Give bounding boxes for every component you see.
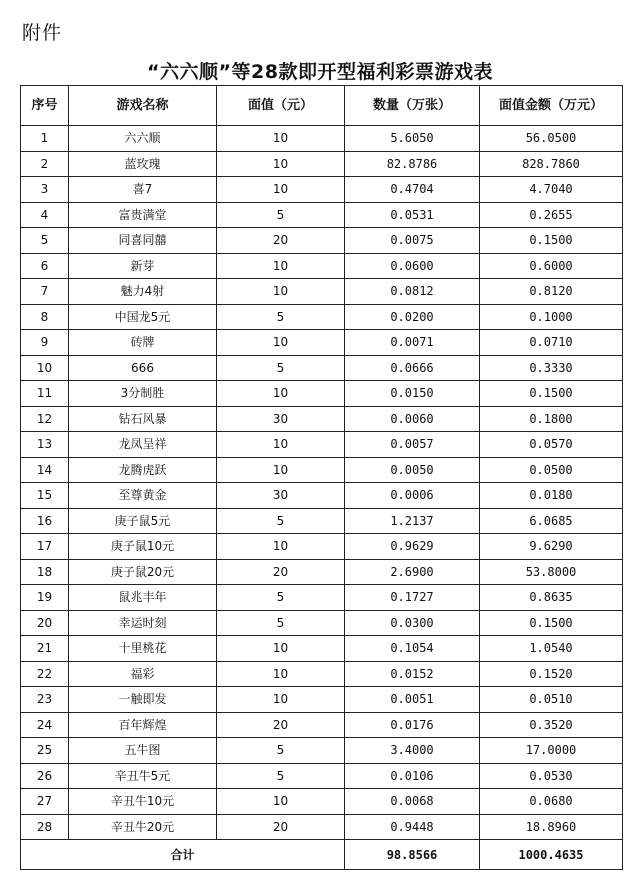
- table-row: [21, 483, 623, 509]
- cell-game-name: 庚子鼠10元: [69, 534, 217, 560]
- table-row: [21, 789, 623, 815]
- cell-quantity: 0.0057: [345, 432, 480, 458]
- cell-amount: 0.0500: [480, 457, 623, 483]
- cell-quantity: 0.0071: [345, 330, 480, 356]
- cell-face-value: 5: [217, 738, 345, 764]
- cell-quantity: 0.0600: [345, 253, 480, 279]
- cell-quantity: 1.2137: [345, 508, 480, 534]
- cell-face-value: 5: [217, 304, 345, 330]
- table-row: [21, 228, 623, 254]
- cell-index: 12: [21, 406, 69, 432]
- cell-index: 28: [21, 814, 69, 840]
- table-row: [21, 304, 623, 330]
- table-row: [21, 661, 623, 687]
- cell-face-value: 5: [217, 610, 345, 636]
- cell-game-name: 庚子鼠5元: [69, 508, 217, 534]
- cell-face-value: 10: [217, 534, 345, 560]
- cell-quantity: 0.0150: [345, 381, 480, 407]
- cell-amount: 0.0530: [480, 763, 623, 789]
- cell-face-value: 10: [217, 432, 345, 458]
- cell-amount: 0.2655: [480, 202, 623, 228]
- table-row: [21, 712, 623, 738]
- cell-index: 1: [21, 126, 69, 152]
- cell-face-value: 20: [217, 712, 345, 738]
- cell-face-value: 10: [217, 330, 345, 356]
- cell-face-value: 5: [217, 763, 345, 789]
- table-row: [21, 406, 623, 432]
- cell-game-name: 中国龙5元: [69, 304, 217, 330]
- table-row: [21, 355, 623, 381]
- table-row: [21, 763, 623, 789]
- cell-amount: 0.3520: [480, 712, 623, 738]
- cell-face-value: 5: [217, 508, 345, 534]
- cell-game-name: 庚子鼠20元: [69, 559, 217, 585]
- cell-amount: 828.7860: [480, 151, 623, 177]
- cell-face-value: 5: [217, 355, 345, 381]
- table-row: [21, 177, 623, 203]
- cell-game-name: 666: [69, 355, 217, 381]
- cell-face-value: 10: [217, 177, 345, 203]
- header-index: 序号: [21, 86, 69, 126]
- total-quantity: 98.8566: [345, 840, 480, 870]
- cell-game-name: 钻石风暴: [69, 406, 217, 432]
- cell-amount: 1.0540: [480, 636, 623, 662]
- cell-quantity: 0.1054: [345, 636, 480, 662]
- cell-quantity: 0.0075: [345, 228, 480, 254]
- cell-index: 9: [21, 330, 69, 356]
- cell-face-value: 20: [217, 228, 345, 254]
- cell-face-value: 10: [217, 457, 345, 483]
- cell-index: 6: [21, 253, 69, 279]
- table-row: [21, 814, 623, 840]
- cell-quantity: 0.4704: [345, 177, 480, 203]
- cell-index: 16: [21, 508, 69, 534]
- table-row: [21, 610, 623, 636]
- table-body: [21, 126, 623, 840]
- cell-amount: 0.0680: [480, 789, 623, 815]
- cell-face-value: 30: [217, 483, 345, 509]
- attachment-label: 附件: [22, 22, 63, 44]
- total-label: 合计: [21, 840, 345, 870]
- cell-quantity: 0.0060: [345, 406, 480, 432]
- cell-amount: 0.1520: [480, 661, 623, 687]
- cell-index: 20: [21, 610, 69, 636]
- cell-index: 24: [21, 712, 69, 738]
- cell-game-name: 辛丑牛20元: [69, 814, 217, 840]
- cell-game-name: 辛丑牛5元: [69, 763, 217, 789]
- cell-game-name: 同喜同囍: [69, 228, 217, 254]
- cell-quantity: 0.0666: [345, 355, 480, 381]
- cell-face-value: 5: [217, 585, 345, 611]
- cell-game-name: 龙腾虎跃: [69, 457, 217, 483]
- cell-quantity: 0.0051: [345, 687, 480, 713]
- cell-quantity: 0.1727: [345, 585, 480, 611]
- table-row: [21, 432, 623, 458]
- cell-face-value: 10: [217, 253, 345, 279]
- cell-game-name: 蓝玫瑰: [69, 151, 217, 177]
- table-header-row: [21, 86, 623, 126]
- cell-index: 27: [21, 789, 69, 815]
- lottery-games-table: [20, 85, 623, 870]
- cell-amount: 0.1000: [480, 304, 623, 330]
- cell-quantity: 0.9629: [345, 534, 480, 560]
- cell-face-value: 10: [217, 151, 345, 177]
- cell-index: 8: [21, 304, 69, 330]
- cell-amount: 17.0000: [480, 738, 623, 764]
- cell-game-name: 富贵满堂: [69, 202, 217, 228]
- cell-game-name: 十里桃花: [69, 636, 217, 662]
- cell-amount: 56.0500: [480, 126, 623, 152]
- cell-amount: 0.0570: [480, 432, 623, 458]
- table-row: [21, 508, 623, 534]
- table-row: [21, 330, 623, 356]
- cell-face-value: 30: [217, 406, 345, 432]
- cell-game-name: 龙凤呈祥: [69, 432, 217, 458]
- header-game-name: 游戏名称: [69, 86, 217, 126]
- cell-amount: 9.6290: [480, 534, 623, 560]
- table-row: [21, 253, 623, 279]
- cell-index: 13: [21, 432, 69, 458]
- cell-game-name: 一触即发: [69, 687, 217, 713]
- cell-amount: 0.3330: [480, 355, 623, 381]
- cell-index: 23: [21, 687, 69, 713]
- table-total-row: [21, 840, 623, 870]
- cell-game-name: 百年辉煌: [69, 712, 217, 738]
- cell-face-value: 20: [217, 559, 345, 585]
- cell-amount: 0.0710: [480, 330, 623, 356]
- cell-game-name: 福彩: [69, 661, 217, 687]
- header-quantity: 数量（万张）: [345, 86, 480, 126]
- table-row: [21, 126, 623, 152]
- cell-quantity: 0.0068: [345, 789, 480, 815]
- cell-amount: 0.8635: [480, 585, 623, 611]
- cell-index: 3: [21, 177, 69, 203]
- cell-game-name: 喜7: [69, 177, 217, 203]
- table-row: [21, 738, 623, 764]
- cell-amount: 0.0180: [480, 483, 623, 509]
- cell-game-name: 六六顺: [69, 126, 217, 152]
- cell-amount: 0.0510: [480, 687, 623, 713]
- cell-index: 18: [21, 559, 69, 585]
- cell-face-value: 10: [217, 687, 345, 713]
- cell-index: 14: [21, 457, 69, 483]
- cell-quantity: 0.0300: [345, 610, 480, 636]
- cell-quantity: 3.4000: [345, 738, 480, 764]
- cell-game-name: 辛丑牛10元: [69, 789, 217, 815]
- cell-game-name: 魅力4射: [69, 279, 217, 305]
- cell-index: 19: [21, 585, 69, 611]
- header-face-value: 面值（元）: [217, 86, 345, 126]
- cell-game-name: 新芽: [69, 253, 217, 279]
- cell-amount: 53.8000: [480, 559, 623, 585]
- table-row: [21, 687, 623, 713]
- table-row: [21, 636, 623, 662]
- table-row: [21, 585, 623, 611]
- document-title: “六六顺”等28款即开型福利彩票游戏表: [147, 61, 493, 83]
- cell-quantity: 0.0812: [345, 279, 480, 305]
- cell-face-value: 5: [217, 202, 345, 228]
- cell-index: 11: [21, 381, 69, 407]
- cell-index: 25: [21, 738, 69, 764]
- cell-quantity: 0.0106: [345, 763, 480, 789]
- table-row: [21, 534, 623, 560]
- table-row: [21, 202, 623, 228]
- header-amount: 面值金额（万元）: [480, 86, 623, 126]
- cell-index: 10: [21, 355, 69, 381]
- cell-face-value: 10: [217, 126, 345, 152]
- table-row: [21, 151, 623, 177]
- cell-amount: 0.1500: [480, 228, 623, 254]
- table-row: [21, 279, 623, 305]
- cell-quantity: 2.6900: [345, 559, 480, 585]
- table-row: [21, 559, 623, 585]
- cell-quantity: 0.0050: [345, 457, 480, 483]
- cell-index: 22: [21, 661, 69, 687]
- cell-face-value: 10: [217, 789, 345, 815]
- cell-face-value: 20: [217, 814, 345, 840]
- cell-index: 17: [21, 534, 69, 560]
- cell-index: 4: [21, 202, 69, 228]
- cell-game-name: 3分制胜: [69, 381, 217, 407]
- cell-quantity: 0.0200: [345, 304, 480, 330]
- cell-face-value: 10: [217, 661, 345, 687]
- cell-quantity: 0.0152: [345, 661, 480, 687]
- cell-amount: 0.1500: [480, 381, 623, 407]
- total-amount: 1000.4635: [480, 840, 623, 870]
- table-row: [21, 457, 623, 483]
- cell-index: 7: [21, 279, 69, 305]
- cell-quantity: 0.9448: [345, 814, 480, 840]
- cell-index: 21: [21, 636, 69, 662]
- cell-amount: 0.8120: [480, 279, 623, 305]
- cell-face-value: 10: [217, 636, 345, 662]
- cell-game-name: 五牛图: [69, 738, 217, 764]
- cell-amount: 0.1800: [480, 406, 623, 432]
- cell-index: 5: [21, 228, 69, 254]
- table-row: [21, 381, 623, 407]
- cell-game-name: 至尊黄金: [69, 483, 217, 509]
- cell-amount: 0.6000: [480, 253, 623, 279]
- cell-game-name: 砖牌: [69, 330, 217, 356]
- cell-quantity: 0.0531: [345, 202, 480, 228]
- cell-game-name: 幸运时刻: [69, 610, 217, 636]
- cell-amount: 18.8960: [480, 814, 623, 840]
- cell-quantity: 0.0006: [345, 483, 480, 509]
- cell-amount: 6.0685: [480, 508, 623, 534]
- cell-game-name: 鼠兆丰年: [69, 585, 217, 611]
- cell-face-value: 10: [217, 381, 345, 407]
- cell-index: 15: [21, 483, 69, 509]
- cell-index: 2: [21, 151, 69, 177]
- cell-index: 26: [21, 763, 69, 789]
- cell-amount: 4.7040: [480, 177, 623, 203]
- cell-quantity: 5.6050: [345, 126, 480, 152]
- cell-face-value: 10: [217, 279, 345, 305]
- cell-amount: 0.1500: [480, 610, 623, 636]
- cell-quantity: 82.8786: [345, 151, 480, 177]
- cell-quantity: 0.0176: [345, 712, 480, 738]
